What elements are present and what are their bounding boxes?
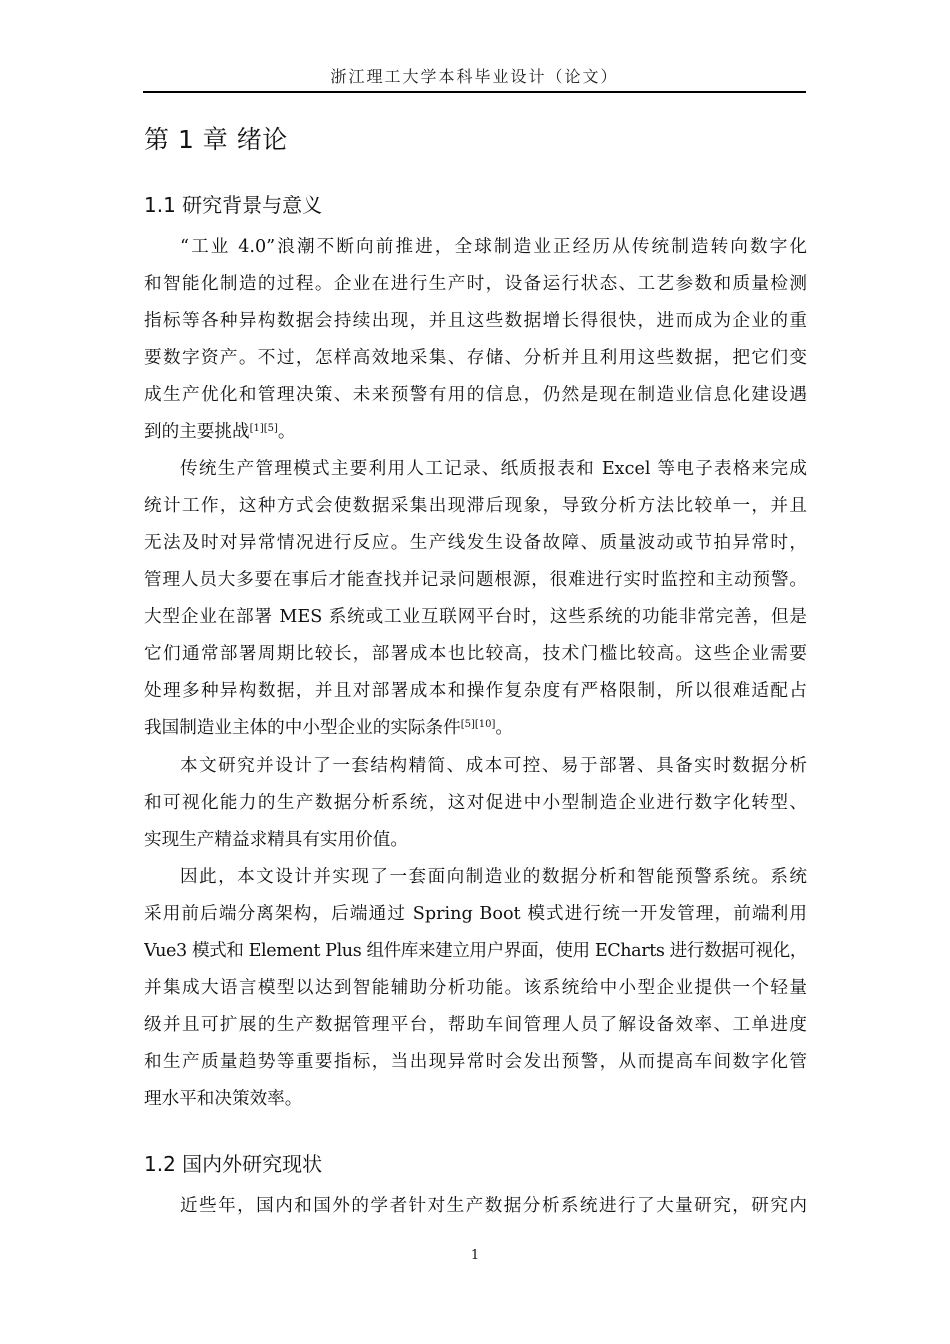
paragraph-line: 本文研究并设计了一套结构精简、成本可控、易于部署、具备实时数据分析 bbox=[180, 756, 807, 776]
paragraph-line: 它们通常部署周期比较长，部署成本也比较高，技术门槛比较高。这些企业需要 bbox=[144, 644, 807, 664]
paragraph-1 bbox=[144, 229, 807, 451]
paragraph-line: 指标等各种异构数据会持续出现，并且这些数据增长得很快，进而成为企业的重 bbox=[144, 311, 807, 331]
paragraph-line-last bbox=[144, 710, 807, 747]
paragraph-line: 统计工作，这种方式会使数据采集出现滞后现象，导致分析方法比较单一，并且 bbox=[144, 496, 807, 516]
paragraph-line: 并集成大语言模型以达到智能辅助分析功能。该系统给中小型企业提供一个轻量 bbox=[144, 978, 807, 998]
paragraph-line: 近些年，国内和国外的学者针对生产数据分析系统进行了大量研究，研究内 bbox=[180, 1196, 807, 1216]
paragraph-line: Vue3 模式和 Element Plus 组件库来建立用户界面，使用 ECharts 进行数据可视化， bbox=[144, 941, 807, 961]
citation: [1][5] bbox=[249, 423, 278, 434]
paragraph-line: 级并且可扩展的生产数据管理平台，帮助车间管理人员了解设备效率、工单进度 bbox=[144, 1015, 807, 1035]
paragraph-line: 成生产优化和管理决策、未来预警有用的信息，仍然是现在制造业信息化建设遇 bbox=[144, 385, 807, 405]
paragraph-line: 和可视化能力的生产数据分析系统，这对促进中小型制造企业进行数字化转型、 bbox=[144, 793, 807, 813]
paragraph-line: 无法及时对异常情况进行反应。生产线发生设备故障、质量波动或节拍异常时， bbox=[144, 533, 807, 553]
paragraph-5 bbox=[144, 1188, 807, 1225]
section-heading-1-1: 1.1 研究背景与意义 bbox=[144, 193, 323, 217]
paragraph-line: 采用前后端分离架构，后端通过 Spring Boot 模式进行统一开发管理，前端利用 bbox=[144, 904, 807, 924]
paragraph-text: 我国制造业主体的中小型企业的实际条件 bbox=[144, 718, 461, 738]
paragraph-2 bbox=[144, 451, 807, 747]
chapter-title: 第 1 章 绪论 bbox=[144, 125, 288, 154]
page-number: 1 bbox=[470, 1248, 480, 1263]
paragraph-line: 和智能化制造的过程。企业在进行生产时，设备运行状态、工艺参数和质量检测 bbox=[144, 274, 807, 294]
paragraph-line-last: 理水平和决策效率。 bbox=[144, 1089, 303, 1109]
paragraph-text: 。 bbox=[495, 718, 514, 738]
paragraph-line: 和生产质量趋势等重要指标，当出现异常时会发出预警，从而提高车间数字化管 bbox=[144, 1052, 807, 1072]
paragraph-line-last bbox=[144, 414, 807, 451]
paragraph-line: 要数字资产。不过，怎样高效地采集、存储、分析并且利用这些数据，把它们变 bbox=[144, 348, 807, 368]
section-heading-1-2: 1.2 国内外研究现状 bbox=[144, 1152, 323, 1176]
paragraph-line: 因此，本文设计并实现了一套面向制造业的数据分析和智能预警系统。系统 bbox=[180, 867, 807, 887]
paragraph-4 bbox=[144, 859, 807, 1118]
paragraph-text: 到的主要挑战 bbox=[144, 422, 250, 442]
paragraph-line: 传统生产管理模式主要利用人工记录、纸质报表和 Excel 等电子表格来完成 bbox=[180, 459, 807, 479]
running-header: 浙江理工大学本科毕业设计（论文） bbox=[330, 67, 619, 86]
paragraph-line: 大型企业在部署 MES 系统或工业互联网平台时，这些系统的功能非常完善，但是 bbox=[144, 607, 807, 627]
header-rule bbox=[143, 91, 806, 93]
paragraph-line: 处理多种异构数据，并且对部署成本和操作复杂度有严格限制，所以很难适配占 bbox=[144, 681, 807, 701]
paragraph-line: 管理人员大多要在事后才能查找并记录问题根源，很难进行实时监控和主动预警。 bbox=[144, 570, 807, 590]
paragraph-3 bbox=[144, 748, 807, 859]
paragraph-text: 。 bbox=[277, 422, 296, 442]
paragraph-line: “工业 4.0”浪潮不断向前推进，全球制造业正经历从传统制造转向数字化 bbox=[180, 237, 807, 257]
citation: [5][10] bbox=[460, 719, 496, 730]
paragraph-line-last: 实现生产精益求精具有实用价值。 bbox=[144, 830, 408, 850]
